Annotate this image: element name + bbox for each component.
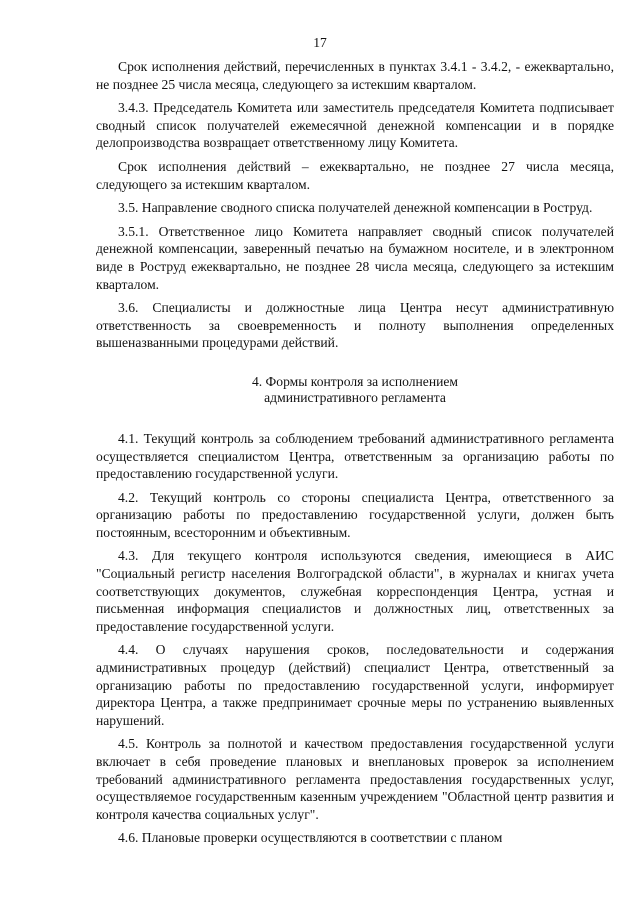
page-number: 17 (313, 35, 327, 50)
page-content (96, 58, 614, 853)
paragraph-4-3: 4.3. Для текущего контроля используются сведения, имеющиеся в АИС "Социальный регистр населения Волгоградской области", в журналах и книгах учета соответствующих документов, служебная корреспонденция Центра, устная и письменная информация специалистов и должностных лиц, ответственных за предоставление государственной услуги. (96, 548, 614, 634)
paragraph-4-6: 4.6. Плановые проверки осуществляются в соответствии с планом (118, 830, 503, 846)
section-heading-line-1: 4. Формы контроля за исполнением (251, 373, 459, 389)
section-heading-line-2: административного регламента (264, 389, 446, 405)
section-heading (96, 374, 614, 406)
paragraph-3-6: 3.6. Специалисты и должностные лица Центра несут административную ответственность за своевременность и полноту выполнения определенных вышеназванными процедурами действий. (96, 300, 614, 351)
paragraph-deadline-3-4-3: Срок исполнения действий – ежеквартально, не позднее 27 числа месяца, следующего за истекшим кварталом. (96, 158, 614, 192)
paragraph-3-5: 3.5. Направление сводного списка получателей денежной компенсации в Роструд. (118, 200, 593, 216)
paragraph-3-5-1: 3.5.1. Ответственное лицо Комитета направляет сводный список получателей денежной компенсации, заверенный печатью на бумажном носителе, и в электронном виде в Роструд ежеквартально, не позднее 28 числа месяца, следующего за истекшим кварталом. (96, 223, 614, 292)
paragraph-3-4-3: 3.4.3. Председатель Комитета или заместитель председателя Комитета подписывает сводный список получателей ежемесячной денежной компенсации и в порядке делопроизводства возвращает ответственному лицу Комитета. (96, 100, 614, 151)
paragraph-4-2: 4.2. Текущий контроль со стороны специалиста Центра, ответственного за организацию работы по предоставлению государственной услуги, должен быть постоянным, всесторонним и объективным. (96, 489, 614, 540)
paragraph-4-5: 4.5. Контроль за полнотой и качеством предоставления государственной услуги включает в себя проведение плановых и внеплановых проверок за исполнением требований административного регламента предоставления государственных услуг, осуществляемое государственным казенным учреждением "Областной центр развития и контроля качества социальных услуг". (96, 736, 614, 822)
paragraph-4-4: 4.4. О случаях нарушения сроков, последовательности и содержания административных процедур (действий) специалист Центра, ответственный за организацию работы по предоставлению государственной услуги, информирует директора Центра, а также предпринимает срочные меры по устранению выявленных нарушений. (96, 642, 614, 728)
paragraph-deadline-3-4: Срок исполнения действий, перечисленных в пунктах 3.4.1 - 3.4.2, - ежеквартально, не позднее 25 числа месяца, следующего за истекшим кварталом. (96, 59, 614, 92)
paragraph-4-1: 4.1. Текущий контроль за соблюдением требований административного регламента осуществляется специалистом Центра, ответственным за организацию работы по предоставлению государственной услуги. (96, 430, 614, 482)
